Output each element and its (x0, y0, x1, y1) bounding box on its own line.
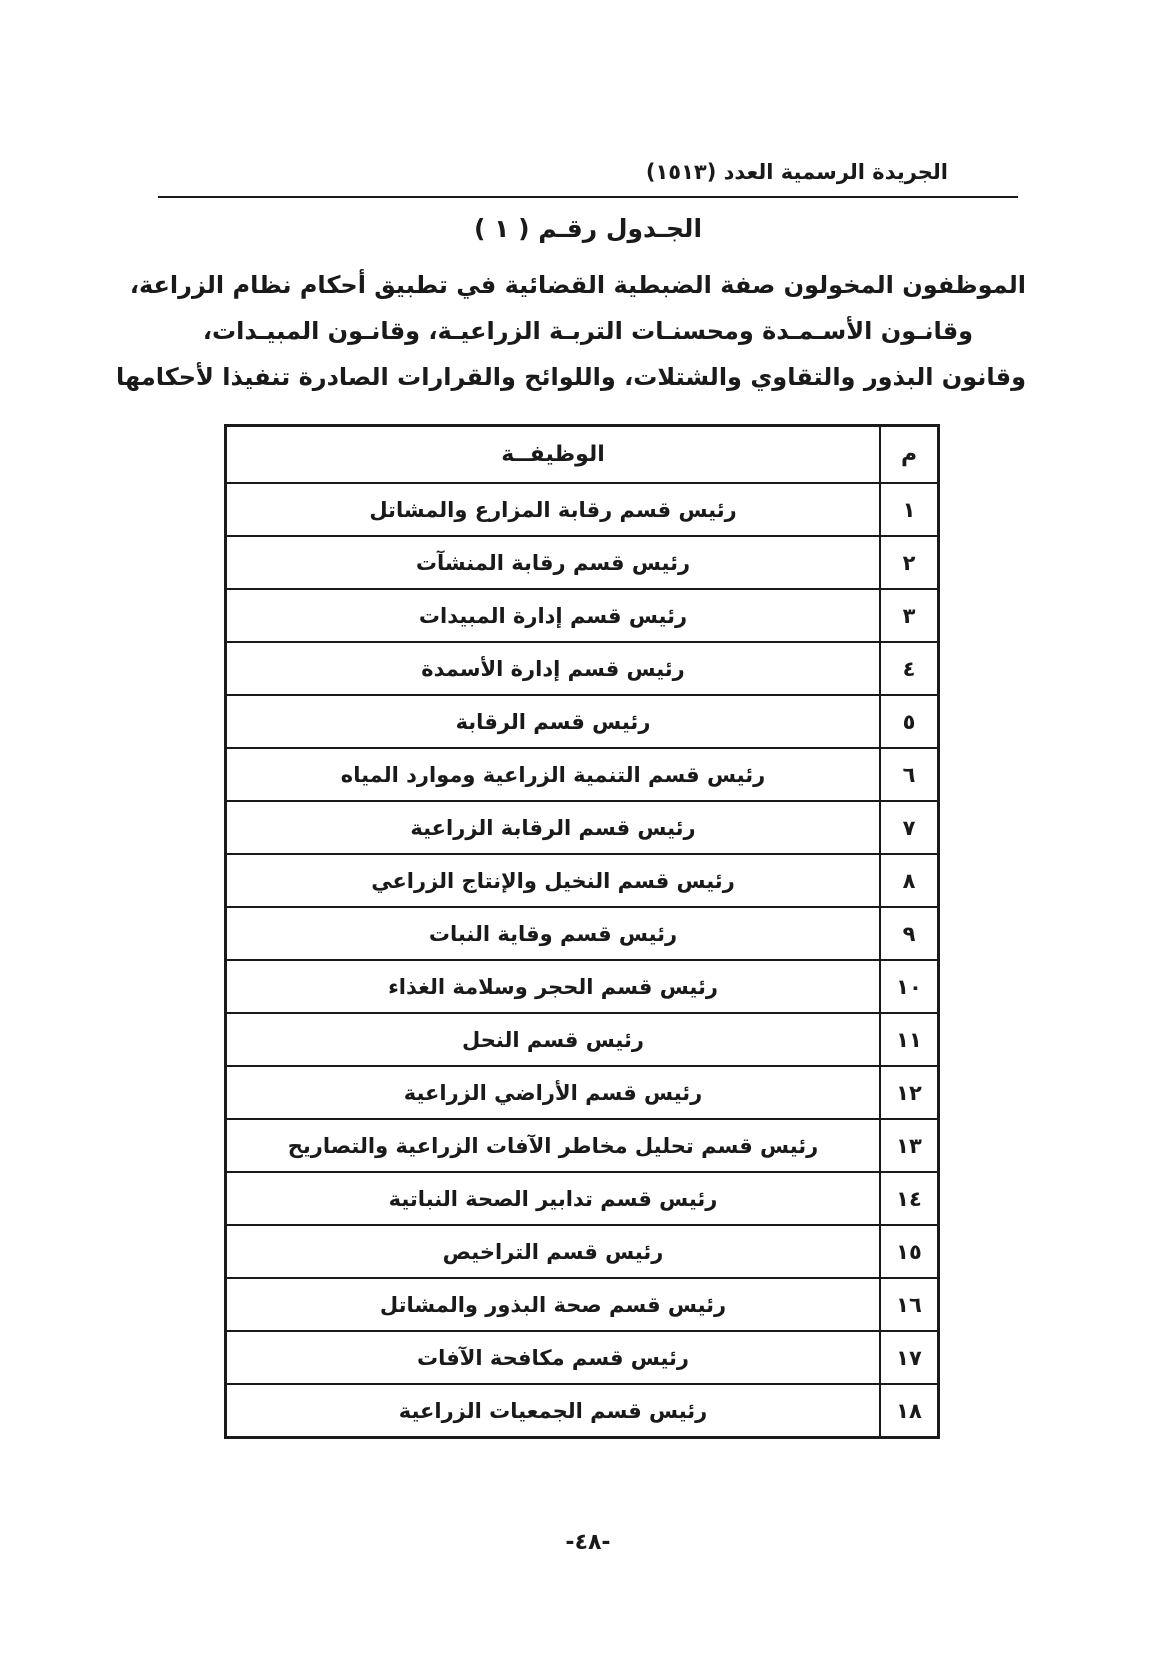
row-job-cell: رئيس قسم صحة البذور والمشاتل (226, 1278, 881, 1331)
running-header: الجريدة الرسمية العدد (١٥١٣) (645, 160, 948, 184)
table-title: الجـدول رقـم ( ١ ) (473, 214, 703, 243)
table-row (226, 1278, 939, 1331)
heading-line: وقانـون الأسـمـدة ومحسنـات التربـة الزراعيـة، وقانـون المبيـدات، (202, 317, 974, 345)
row-number-cell: ٨ (880, 854, 939, 907)
row-job-cell: رئيس قسم التنمية الزراعية وموارد المياه (226, 748, 881, 801)
row-number-cell: ١٥ (880, 1225, 939, 1278)
table-row (226, 960, 939, 1013)
row-number-cell: ١١ (880, 1013, 939, 1066)
row-job-cell: رئيس قسم وقاية النبات (226, 907, 881, 960)
officials-table (224, 424, 940, 1439)
table-row (226, 642, 939, 695)
table-row (226, 854, 939, 907)
row-number-cell: ١٢ (880, 1066, 939, 1119)
table-row (226, 1119, 939, 1172)
table-body (226, 483, 939, 1438)
table-row (226, 483, 939, 536)
row-job-cell: رئيس قسم التراخيص (226, 1225, 881, 1278)
row-job-cell: رئيس قسم الجمعيات الزراعية (226, 1384, 881, 1438)
row-job-cell: رئيس قسم تدابير الصحة النباتية (226, 1172, 881, 1225)
row-job-cell: رئيس قسم الحجر وسلامة الغذاء (226, 960, 881, 1013)
row-job-cell: رئيس قسم رقابة المزارع والمشاتل (226, 483, 881, 536)
row-job-cell: رئيس قسم رقابة المنشآت (226, 536, 881, 589)
table-row (226, 907, 939, 960)
table-row (226, 1225, 939, 1278)
row-number-cell: ٤ (880, 642, 939, 695)
row-job-cell: رئيس قسم الرقابة الزراعية (226, 801, 881, 854)
row-number-cell: ٧ (880, 801, 939, 854)
header-rule (158, 196, 1018, 198)
row-number-cell: ١ (880, 483, 939, 536)
row-number-cell: ١٣ (880, 1119, 939, 1172)
row-job-cell: رئيس قسم النحل (226, 1013, 881, 1066)
row-number-cell: ٩ (880, 907, 939, 960)
table-row (226, 536, 939, 589)
row-number-cell: ١٧ (880, 1331, 939, 1384)
table-heading (116, 262, 1026, 400)
column-header-number: م (880, 426, 939, 484)
row-number-cell: ٦ (880, 748, 939, 801)
row-number-cell: ١٠ (880, 960, 939, 1013)
row-number-cell: ٣ (880, 589, 939, 642)
table-row (226, 1331, 939, 1384)
row-number-cell: ١٦ (880, 1278, 939, 1331)
heading-line: الموظفون المخولون صفة الضبطية القضائية في تطبيق أحكام نظام الزراعة، (129, 271, 1026, 299)
row-number-cell: ٢ (880, 536, 939, 589)
row-number-cell: ١٨ (880, 1384, 939, 1438)
table-row (226, 695, 939, 748)
table-header-row (226, 426, 939, 484)
row-job-cell: رئيس قسم تحليل مخاطر الآفات الزراعية والتصاريح (226, 1119, 881, 1172)
table-row (226, 748, 939, 801)
page-number: -٤٨- (565, 1530, 611, 1555)
column-header-job: الوظيفــة (226, 426, 881, 484)
table-row (226, 1013, 939, 1066)
table-row (226, 801, 939, 854)
row-number-cell: ٥ (880, 695, 939, 748)
heading-line: وقانون البذور والتقاوي والشتلات، واللوائح والقرارات الصادرة تنفيذا لأحكامها (116, 363, 1026, 391)
table-row (226, 1384, 939, 1438)
row-job-cell: رئيس قسم إدارة الأسمدة (226, 642, 881, 695)
row-job-cell: رئيس قسم إدارة المبيدات (226, 589, 881, 642)
row-job-cell: رئيس قسم مكافحة الآفات (226, 1331, 881, 1384)
table-row (226, 1172, 939, 1225)
row-job-cell: رئيس قسم النخيل والإنتاج الزراعي (226, 854, 881, 907)
row-job-cell: رئيس قسم الرقابة (226, 695, 881, 748)
row-job-cell: رئيس قسم الأراضي الزراعية (226, 1066, 881, 1119)
table-row (226, 1066, 939, 1119)
row-number-cell: ١٤ (880, 1172, 939, 1225)
table-row (226, 589, 939, 642)
